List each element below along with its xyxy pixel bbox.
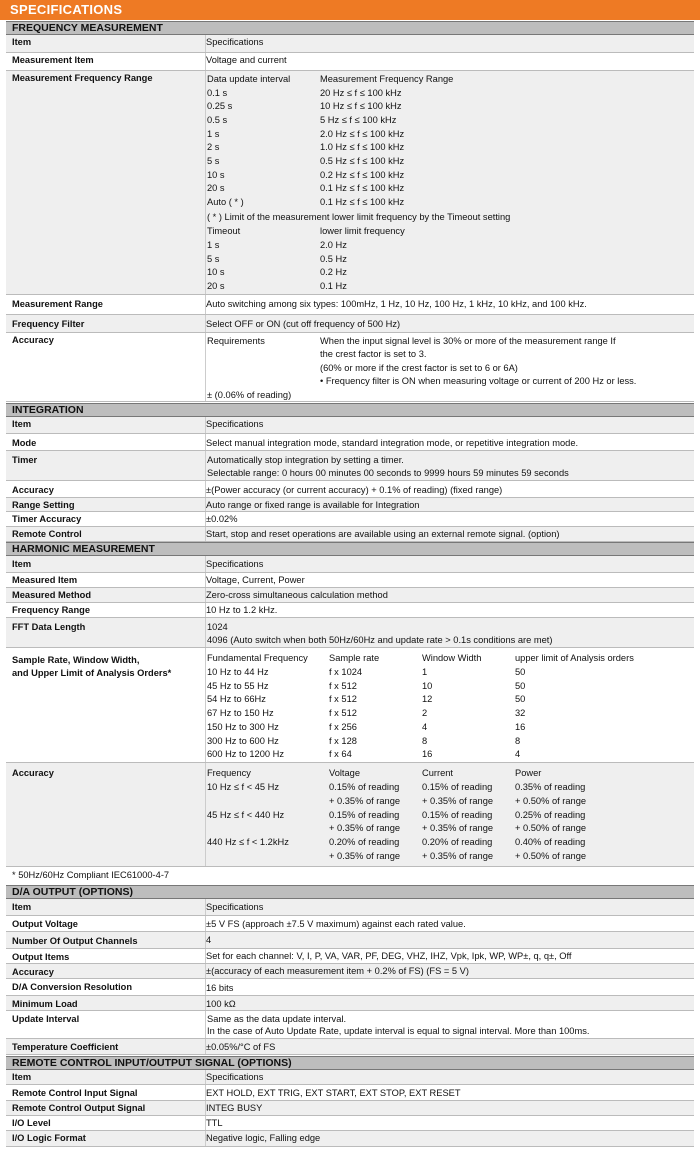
row-label: Remote Control Output Signal bbox=[12, 1103, 146, 1113]
da-item-row bbox=[6, 899, 694, 916]
sample-cell: 67 Hz to 150 Hz bbox=[207, 708, 274, 719]
row-label: Timer bbox=[12, 455, 38, 465]
range-cell: 0.25 s bbox=[207, 101, 233, 112]
integ-item-row bbox=[6, 417, 694, 434]
row-value: Negative logic, Falling edge bbox=[206, 1133, 321, 1143]
range-cell: 0.2 Hz ≤ f ≤ 100 kHz bbox=[320, 169, 405, 180]
row-value: 100 kΩ bbox=[206, 999, 236, 1009]
section-frequency: FREQUENCY MEASUREMENT bbox=[6, 21, 694, 35]
range-cell: 10 s bbox=[207, 169, 225, 180]
da-temp-row bbox=[6, 1039, 694, 1055]
row-label: Item bbox=[12, 902, 32, 912]
range-cell: 0.1 Hz ≤ f ≤ 100 kHz bbox=[320, 183, 405, 194]
fft-line: 4096 (Auto switch when both 50Hz/60Hz and update rate > 0.1s conditions are met) bbox=[207, 635, 553, 645]
section-remote-control: REMOTE CONTROL INPUT/OUTPUT SIGNAL (OPTIONS) bbox=[6, 1056, 694, 1070]
row-label: D/A Conversion Resolution bbox=[12, 982, 133, 992]
row-value: Select manual integration mode, standard integration mode, or repetitive integration mode. bbox=[206, 438, 579, 448]
acc-head-current: Current bbox=[422, 768, 454, 778]
row-label: I/O Level bbox=[12, 1118, 51, 1128]
row-value: Start, stop and reset operations are available using an external remote signal. (option) bbox=[206, 529, 560, 539]
harm-method-row bbox=[6, 588, 694, 603]
sample-cell: f x 1024 bbox=[329, 667, 363, 677]
sample-head-rate: Sample rate bbox=[329, 653, 380, 663]
timeout-cell: 0.2 Hz bbox=[320, 267, 347, 278]
row-label: Item bbox=[12, 1072, 32, 1082]
row-value: EXT HOLD, EXT TRIG, EXT START, EXT STOP, EXT RESET bbox=[206, 1088, 461, 1098]
freq-accuracy-row bbox=[6, 333, 694, 402]
row-label: Sample Rate, Window Width, bbox=[12, 655, 140, 665]
acc-requirements: Requirements bbox=[207, 336, 265, 346]
row-label: Mode bbox=[12, 438, 37, 448]
row-value: INTEG BUSY bbox=[206, 1103, 263, 1113]
sample-cell: f x 512 bbox=[329, 680, 357, 691]
row-label: Measured Method bbox=[12, 590, 92, 600]
row-value: ±0.02% bbox=[206, 514, 238, 524]
range-cell: 0.5 Hz ≤ f ≤ 100 kHz bbox=[320, 156, 405, 166]
da-items-row bbox=[6, 949, 694, 964]
row-label: I/O Logic Format bbox=[12, 1133, 86, 1143]
sample-cell: 50 bbox=[515, 694, 526, 705]
sample-cell: 10 Hz to 44 Hz bbox=[207, 667, 269, 677]
harm-acc-cell: 440 Hz ≤ f < 1.2kHz bbox=[207, 837, 289, 848]
row-value: Specifications bbox=[206, 902, 264, 912]
update-line: Same as the data update interval. bbox=[207, 1014, 347, 1024]
timeout-cell: 5 s bbox=[207, 253, 220, 264]
harm-acc-cell: + 0.35% of range bbox=[329, 851, 401, 861]
timeout-head-freq: lower limit frequency bbox=[320, 226, 405, 236]
sample-cell: 16 bbox=[422, 749, 433, 760]
range-cell: 2 s bbox=[207, 142, 220, 153]
fft-line: 1024 bbox=[207, 622, 228, 632]
row-value: Specifications bbox=[206, 37, 264, 47]
harm-freq-range-row bbox=[6, 603, 694, 618]
sample-cell: f x 64 bbox=[329, 749, 352, 760]
acc-head-voltage: Voltage bbox=[329, 768, 361, 778]
harm-fft-row bbox=[6, 618, 694, 648]
timeout-cell: 10 s bbox=[207, 267, 225, 278]
da-resolution-row bbox=[6, 979, 694, 996]
row-value: Auto range or fixed range is available for Integration bbox=[206, 500, 420, 510]
range-cell: 20 s bbox=[207, 183, 225, 194]
harm-acc-cell: 0.15% of reading bbox=[422, 782, 493, 792]
sample-cell: 32 bbox=[515, 708, 526, 719]
timeout-cell: 1 s bbox=[207, 240, 220, 250]
harm-acc-cell: + 0.50% of range bbox=[515, 823, 587, 834]
integ-mode-row bbox=[6, 434, 694, 451]
range-head-range: Measurement Frequency Range bbox=[320, 74, 454, 84]
sample-cell: f x 128 bbox=[329, 735, 357, 746]
sample-cell: 4 bbox=[515, 749, 521, 760]
row-value: Specifications bbox=[206, 419, 264, 429]
sample-cell: 600 Hz to 1200 Hz bbox=[207, 749, 285, 760]
harm-acc-cell: 0.25% of reading bbox=[515, 809, 586, 820]
row-label: Item bbox=[12, 37, 32, 47]
harm-acc-cell: 0.40% of reading bbox=[515, 837, 586, 848]
range-cell: 0.1 Hz ≤ f ≤ 100 kHz bbox=[320, 197, 405, 208]
row-value: ±(accuracy of each measurement item + 0.2% of FS) (FS = 5 V) bbox=[206, 966, 469, 976]
range-head-interval: Data update interval bbox=[207, 74, 291, 84]
timer-line: Selectable range: 0 hours 00 minutes 00 seconds to 9999 hours 59 minutes 59 seconds bbox=[207, 468, 569, 478]
sample-cell: 54 Hz to 66Hz bbox=[207, 694, 266, 705]
sample-cell: 50 bbox=[515, 667, 526, 677]
harm-acc-cell: + 0.35% of range bbox=[422, 851, 494, 861]
range-cell: 1.0 Hz ≤ f ≤ 100 kHz bbox=[320, 142, 405, 153]
range-cell: 0.1 s bbox=[207, 87, 228, 98]
timeout-cell: 0.5 Hz bbox=[320, 253, 347, 264]
range-cell: 10 Hz ≤ f ≤ 100 kHz bbox=[320, 101, 402, 112]
acc-line: When the input signal level is 30% or more of the measurement range If bbox=[320, 336, 616, 346]
acc-head-freq: Frequency bbox=[207, 768, 251, 778]
remote-io-row bbox=[6, 1116, 694, 1131]
row-label: Measured Item bbox=[12, 575, 78, 585]
range-cell: 5 Hz ≤ f ≤ 100 kHz bbox=[320, 114, 397, 125]
harm-acc-cell: 10 Hz ≤ f < 45 Hz bbox=[207, 782, 280, 792]
sample-cell: 12 bbox=[422, 694, 433, 705]
row-label: Range Setting bbox=[12, 500, 75, 510]
update-line: In the case of Auto Update Rate, update interval is equal to signal interval. More than 100ms. bbox=[207, 1026, 590, 1036]
timeout-cell: 2.0 Hz bbox=[320, 240, 347, 250]
row-value: Set for each channel: V, I, P, VA, VAR, PF, DEG, VHZ, IHZ, Vpk, Ipk, WP, WP±, q, q±, Off bbox=[206, 951, 572, 961]
da-channels-row bbox=[6, 932, 694, 949]
row-label: FFT Data Length bbox=[12, 622, 86, 632]
harm-acc-cell: + 0.35% of range bbox=[329, 823, 401, 834]
row-value: Auto switching among six types: 100mHz, 1 Hz, 10 Hz, 100 Hz, 1 kHz, 10 kHz, and 100 kHz. bbox=[206, 299, 587, 309]
section-integration: INTEGRATION bbox=[6, 403, 694, 417]
harm-acc-cell: + 0.35% of range bbox=[422, 795, 494, 806]
sample-cell: f x 256 bbox=[329, 721, 357, 732]
row-label: Remote Control bbox=[12, 529, 82, 539]
section-da-output: D/A OUTPUT (OPTIONS) bbox=[6, 885, 694, 899]
da-voltage-row bbox=[6, 916, 694, 932]
sample-cell: 4 bbox=[422, 721, 428, 732]
row-label: Number Of Output Channels bbox=[12, 936, 138, 946]
harm-acc-cell: 0.20% of reading bbox=[329, 837, 400, 848]
row-value: 4 bbox=[206, 935, 212, 945]
row-value: Specifications bbox=[206, 1072, 264, 1082]
row-label: Accuracy bbox=[12, 485, 54, 495]
row-label: Frequency Range bbox=[12, 605, 91, 615]
freq-meas-range-row bbox=[6, 295, 694, 315]
remote-logic-row bbox=[6, 1131, 694, 1147]
row-label: Update Interval bbox=[12, 1014, 80, 1024]
limit-note: ( * ) Limit of the measurement lower limit frequency by the Timeout setting bbox=[207, 212, 511, 222]
harm-acc-cell: 0.20% of reading bbox=[422, 837, 493, 848]
sample-cell: 8 bbox=[515, 735, 521, 746]
da-load-row bbox=[6, 996, 694, 1011]
row-label: Item bbox=[12, 559, 32, 569]
row-value: 10 Hz to 1.2 kHz. bbox=[206, 605, 278, 615]
row-label: Frequency Filter bbox=[12, 319, 85, 329]
row-label: Measurement Range bbox=[12, 299, 103, 309]
row-value: ±0.05%/°C of FS bbox=[206, 1042, 276, 1052]
sample-head-window: Window Width bbox=[422, 653, 482, 663]
sample-cell: f x 512 bbox=[329, 694, 357, 705]
acc-line: the crest factor is set to 3. bbox=[320, 349, 427, 359]
row-value: ±5 V FS (approach ±7.5 V maximum) against each rated value. bbox=[206, 919, 466, 929]
harm-acc-cell: + 0.35% of range bbox=[329, 795, 401, 806]
row-label: and Upper Limit of Analysis Orders* bbox=[12, 668, 172, 678]
range-cell: 20 Hz ≤ f ≤ 100 kHz bbox=[320, 87, 402, 98]
harm-item-row bbox=[6, 556, 694, 573]
da-update-row bbox=[6, 1011, 694, 1039]
range-cell: 2.0 Hz ≤ f ≤ 100 kHz bbox=[320, 128, 405, 139]
row-value: Voltage, Current, Power bbox=[206, 575, 305, 585]
sample-cell: 300 Hz to 600 Hz bbox=[207, 735, 279, 746]
integ-range-row bbox=[6, 498, 694, 512]
range-cell: 0.5 s bbox=[207, 114, 228, 125]
row-label: Minimum Load bbox=[12, 999, 78, 1009]
row-label: Measurement Item bbox=[12, 55, 94, 65]
row-value: Zero-cross simultaneous calculation method bbox=[206, 590, 388, 600]
integ-remote-row bbox=[6, 527, 694, 542]
remote-output-row bbox=[6, 1101, 694, 1116]
remote-input-row bbox=[6, 1085, 694, 1101]
harm-acc-cell: + 0.50% of range bbox=[515, 795, 587, 806]
sample-cell: 8 bbox=[422, 735, 428, 746]
sample-cell: 45 Hz to 55 Hz bbox=[207, 680, 269, 691]
acc-line: (60% or more if the crest factor is set to 6 or 6A) bbox=[320, 363, 518, 373]
sample-cell: 50 bbox=[515, 680, 526, 691]
footnote: * 50Hz/60Hz Compliant IEC61000-4-7 bbox=[12, 870, 170, 880]
harm-acc-cell: 0.35% of reading bbox=[515, 782, 586, 792]
integ-accuracy-row bbox=[6, 481, 694, 498]
acc-line: • Frequency filter is ON when measuring voltage or current of 200 Hz or less. bbox=[320, 376, 637, 386]
harm-acc-cell: + 0.35% of range bbox=[422, 823, 494, 834]
row-label: Remote Control Input Signal bbox=[12, 1088, 138, 1098]
freq-filter-row bbox=[6, 315, 694, 333]
row-label: Output Voltage bbox=[12, 919, 78, 929]
sample-cell: 16 bbox=[515, 721, 526, 732]
harm-acc-cell: 0.15% of reading bbox=[329, 782, 400, 792]
freq-meas-item-row bbox=[6, 53, 694, 71]
range-cell: Auto ( * ) bbox=[207, 197, 244, 208]
timeout-cell: 0.1 Hz bbox=[320, 281, 347, 292]
row-value: Select OFF or ON (cut off frequency of 500 Hz) bbox=[206, 319, 401, 329]
sample-cell: f x 512 bbox=[329, 708, 357, 719]
row-label: Accuracy bbox=[12, 335, 54, 345]
timer-line: Automatically stop integration by setting a timer. bbox=[207, 455, 404, 465]
row-value: 16 bits bbox=[206, 983, 234, 993]
row-label: Accuracy bbox=[12, 967, 54, 977]
remote-item-row bbox=[6, 1070, 694, 1085]
acc-head-power: Power bbox=[515, 768, 542, 778]
sample-cell: 150 Hz to 300 Hz bbox=[207, 721, 279, 732]
range-cell: 5 s bbox=[207, 156, 220, 166]
row-value: Specifications bbox=[206, 559, 264, 569]
harm-acc-cell: 0.15% of reading bbox=[329, 809, 400, 820]
sample-head-orders: upper limit of Analysis orders bbox=[515, 653, 634, 663]
row-label: Output Items bbox=[12, 952, 70, 962]
freq-range-row bbox=[6, 71, 694, 295]
timeout-cell: 20 s bbox=[207, 281, 225, 292]
da-accuracy-row bbox=[6, 964, 694, 979]
row-label: Timer Accuracy bbox=[12, 514, 82, 524]
harm-accuracy-row bbox=[6, 763, 694, 867]
row-label: Temperature Coefficient bbox=[12, 1042, 119, 1052]
harm-measured-row bbox=[6, 573, 694, 588]
freq-item-row bbox=[6, 35, 694, 53]
harm-sample-row bbox=[6, 648, 694, 763]
row-label: Accuracy bbox=[12, 768, 54, 778]
row-value: ±(Power accuracy (or current accuracy) + 0.1% of reading) (fixed range) bbox=[206, 485, 503, 495]
row-label: Item bbox=[12, 419, 32, 429]
sample-cell: 10 bbox=[422, 680, 433, 691]
harm-acc-cell: + 0.50% of range bbox=[515, 851, 587, 861]
sample-head-fund: Fundamental Frequency bbox=[207, 653, 308, 663]
acc-value: ± (0.06% of reading) bbox=[207, 390, 292, 400]
row-label: Measurement Frequency Range bbox=[12, 73, 153, 83]
sample-cell: 1 bbox=[422, 667, 428, 677]
row-value: Voltage and current bbox=[206, 55, 287, 65]
section-harmonic: HARMONIC MEASUREMENT bbox=[6, 542, 694, 556]
row-value: TTL bbox=[206, 1118, 223, 1128]
timeout-head: Timeout bbox=[207, 226, 241, 236]
range-cell: 1 s bbox=[207, 128, 220, 139]
integ-timer-row bbox=[6, 451, 694, 481]
integ-timer-acc-row bbox=[6, 512, 694, 527]
harm-acc-cell: 45 Hz ≤ f < 440 Hz bbox=[207, 809, 285, 820]
sample-cell: 2 bbox=[422, 708, 428, 719]
page-banner: SPECIFICATIONS bbox=[0, 0, 700, 20]
harm-acc-cell: 0.15% of reading bbox=[422, 809, 493, 820]
